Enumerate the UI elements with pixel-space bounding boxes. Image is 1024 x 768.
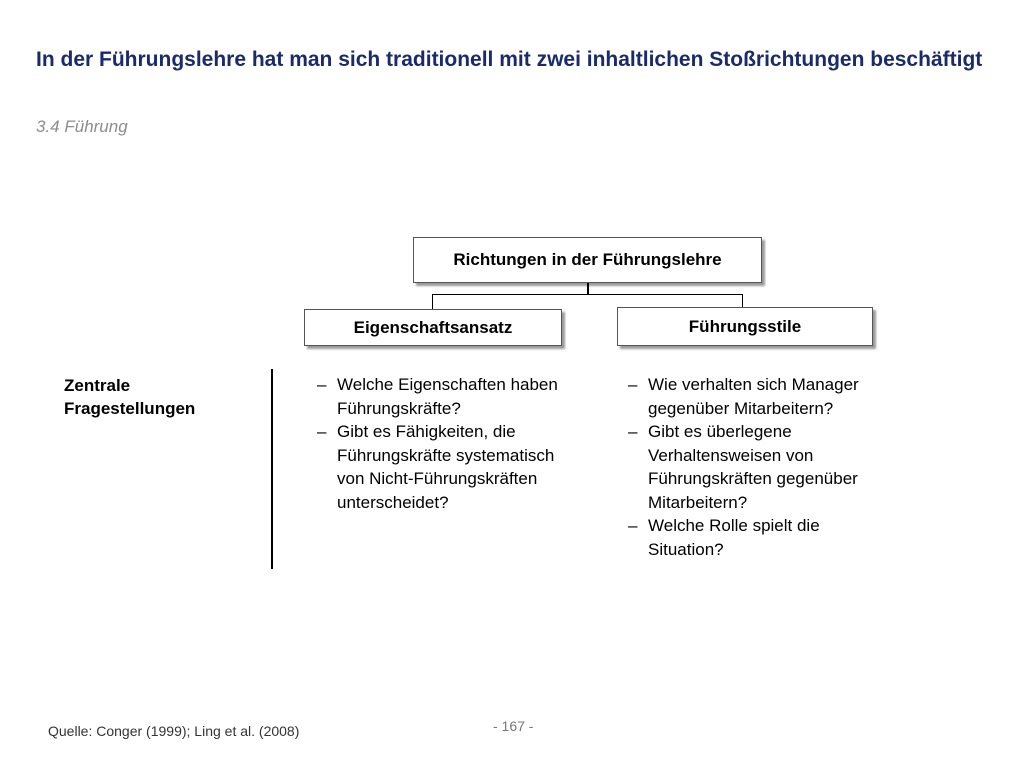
connector-left-drop [432, 294, 433, 309]
page-title: In der Führungslehre hat man sich traditionell mit zwei inhaltlichen Stoßrichtungen beschäftigt [36, 48, 983, 71]
list-item: – Gibt es Fähigkeiten, die Führungskräfte systematisch von Nicht-Führungskräften unterscheidet? [317, 420, 562, 514]
list-item: – Welche Eigenschaften haben Führungskräfte? [317, 373, 562, 420]
list-item: – Wie verhalten sich Manager gegenüber Mitarbeitern? [628, 373, 873, 420]
right-branch-label: Führungsstile [688, 316, 802, 336]
connector-right-drop [742, 294, 743, 307]
connector-horizontal [432, 294, 743, 295]
list-item: – Gibt es überlegene Verhaltensweisen von Führungskräften gegenüber Mitarbeitern? [628, 420, 873, 514]
list-item: – Welche Rolle spielt die Situation? [628, 514, 873, 561]
root-box-label: Richtungen in der Führungslehre [453, 250, 722, 269]
section-subtitle: 3.4 Führung [36, 117, 128, 136]
right-branch-box [617, 307, 873, 346]
left-branch-box [304, 309, 562, 346]
root-box [413, 237, 762, 283]
row-label [64, 374, 195, 420]
left-question-list [317, 373, 562, 514]
row-divider [271, 369, 273, 569]
source-note: Quelle: Conger (1999); Ling et al. (2008) [48, 723, 300, 739]
row-label-line1: Zentrale [64, 376, 131, 395]
left-branch-label: Eigenschaftsansatz [353, 317, 513, 337]
row-label-line2: Fragestellungen [64, 399, 196, 418]
right-question-list [628, 373, 873, 561]
page-number: - 167 - [493, 718, 534, 734]
